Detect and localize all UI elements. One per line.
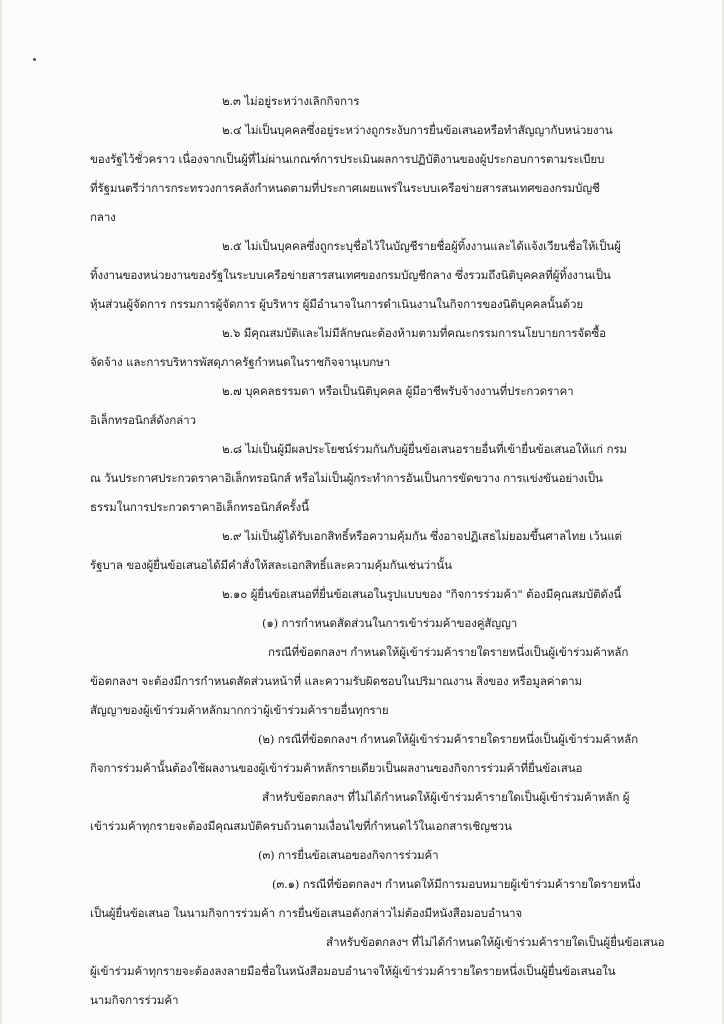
clause-2-7: ๒.๗ บุคคลธรรมดา หรือเป็นนิติบุคคล ผู้มีอาชีพรับจ้างงานที่ประกวดราคา xyxy=(222,384,574,398)
clause-2-4-line-4: กลาง xyxy=(90,210,116,224)
subclause-2: (๒) กรณีที่ข้อตกลงฯ กำหนดให้ผู้เข้าร่วมค้ารายใดรายหนึ่งเป็นผู้เข้าร่วมค้าหลัก xyxy=(258,732,638,746)
clause-2-8: ๒.๘ ไม่เป็นผู้มีผลประโยชน์ร่วมกันกับผู้ยื่นข้อเสนอรายอื่นที่เข้ายื่นข้อเสนอให้แก่ กรม xyxy=(222,442,627,456)
subclause-3: (๓) การยื่นข้อเสนอของกิจการร่วมค้า xyxy=(258,848,439,862)
clause-2-5: ๒.๕ ไม่เป็นบุคคลซึ่งถูกระบุชื่อไว้ในบัญชีรายชื่อผู้ทิ้งงานและได้แจ้งเวียนชื่อให้เป็นผู้ xyxy=(222,239,621,253)
clause-2-6: ๒.๖ มีคุณสมบัติและไม่มีลักษณะต้องห้ามตามที่คณะกรรมการนโยบายการจัดซื้อ xyxy=(222,326,606,340)
clause-2-4-line-2: ของรัฐไว้ชั่วคราว เนื่องจากเป็นผู้ที่ไม่ผ่านเกณฑ์การประเมินผลการปฏิบัติงานของผู้ประกอบการตามระเบียบ xyxy=(90,152,605,166)
clause-2-9-line-2: รัฐบาล ของผู้ยื่นข้อเสนอได้มีคำสั่งให้สละเอกสิทธิ์และความคุ้มกันเช่นว่านั้น xyxy=(90,558,452,572)
subclause-2-line-3: สำหรับข้อตกลงฯ ที่ไม่ได้กำหนดให้ผู้เข้าร่วมค้ารายใดเป็นผู้เข้าร่วมค้าหลัก ผู้ xyxy=(262,790,630,804)
left-scan-edge xyxy=(0,0,2,1024)
clause-2-6-line-2: จัดจ้าง และการบริหารพัสดุภาครัฐกำหนดในราชกิจจานุเบกษา xyxy=(90,355,391,369)
clause-2-3: ๒.๓ ไม่อยู่ระหว่างเลิกกิจการ xyxy=(222,94,360,108)
subclause-3-1-line-3: สำหรับข้อตกลงฯ ที่ไม่ได้กำหนดให้ผู้เข้าร่วมค้ารายใดเป็นผู้ยื่นข้อเสนอ xyxy=(326,935,665,949)
clause-2-4: ๒.๔ ไม่เป็นบุคคลซึ่งอยู่ระหว่างถูกระงับการยื่นข้อเสนอหรือทำสัญญากับหน่วยงาน xyxy=(222,123,613,137)
subclause-3-1-line-5: นามกิจการร่วมค้า xyxy=(90,993,179,1007)
clause-2-8-line-2: ณ วันประกาศประกวดราคาอิเล็กทรอนิกส์ หรือไม่เป็นผู้กระทำการอันเป็นการขัดขวาง การแข่งขันอย่างเป็น xyxy=(90,471,603,485)
clause-2-5-line-3: หุ้นส่วนผู้จัดการ กรรมการผู้จัดการ ผู้บริหาร ผู้มีอำนาจในการดำเนินงานในกิจการของนิติบุคคลนั้นด้วย xyxy=(90,297,583,311)
subclause-3-1-line-2: เป็นผู้ยื่นข้อเสนอ ในนามกิจการร่วมค้า การยื่นข้อเสนอดังกล่าวไม่ต้องมีหนังสือมอบอำนาจ xyxy=(90,906,523,920)
clause-2-9: ๒.๙ ไม่เป็นผู้ได้รับเอกสิทธิ์หรือความคุ้มกัน ซึ่งอาจปฏิเสธไม่ยอมขึ้นศาลไทย เว้นแต่ xyxy=(222,529,622,543)
subclause-1-line-3: ข้อตกลงฯ จะต้องมีการกำหนดสัดส่วนหน้าที่ และความรับผิดชอบในปริมาณงาน สิ่งของ หรือมูลค่าตาม xyxy=(90,674,583,688)
clause-2-5-line-2: ทิ้งงานของหน่วยงานของรัฐในระบบเครือข่ายสารสนเทศของกรมบัญชีกลาง ซึ่งรวมถึงนิติบุคคลที่ผู้ทิ้งงานเป็น xyxy=(90,268,611,282)
clause-2-4-line-3: ที่รัฐมนตรีว่าการกระทรวงการคลังกำหนดตามที่ประกาศเผยแพร่ในระบบเครือข่ายสารสนเทศของกรมบัญชี xyxy=(90,181,600,195)
clause-2-10: ๒.๑๐ ผู้ยื่นข้อเสนอที่ยื่นข้อเสนอในรูปแบบของ "กิจการร่วมค้า" ต้องมีคุณสมบัติดังนี้ xyxy=(222,587,622,601)
subclause-2-line-2: กิจการร่วมค้านั้นต้องใช้ผลงานของผู้เข้าร่วมค้าหลักรายเดียวเป็นผลงานของกิจการร่วมค้าที่ยื่นข้อเสนอ xyxy=(90,761,583,775)
clause-2-7-line-2: อิเล็กทรอนิกส์ดังกล่าว xyxy=(90,413,196,427)
subclause-2-line-4: เข้าร่วมค้าทุกรายจะต้องมีคุณสมบัติครบถ้วนตามเงื่อนไขที่กำหนดไว้ในเอกสารเชิญชวน xyxy=(90,819,512,833)
subclause-3-1-line-4: ผู้เข้าร่วมค้าทุกรายจะต้องลงลายมือชื่อในหนังสือมอบอำนาจให้ผู้เข้าร่วมค้ารายใดรายหนึ่งเป็นผู้ยื่นข้อเสนอใน xyxy=(90,964,616,978)
subclause-1-line-2: กรณีที่ข้อตกลงฯ กำหนดให้ผู้เข้าร่วมค้ารายใดรายหนึ่งเป็นผู้เข้าร่วมค้าหลัก xyxy=(268,645,629,659)
subclause-1-line-4: สัญญาของผู้เข้าร่วมค้าหลักมากกว่าผู้เข้าร่วมค้ารายอื่นทุกราย xyxy=(90,703,389,717)
subclause-3-1: (๓.๑) กรณีที่ข้อตกลงฯ กำหนดให้มีการมอบหมายผู้เข้าร่วมค้ารายใดรายหนึ่ง xyxy=(272,877,641,891)
scan-speck xyxy=(33,58,36,61)
clause-2-8-line-3: ธรรมในการประกวดราคาอิเล็กทรอนิกส์ครั้งนี้ xyxy=(90,500,309,514)
subclause-1: (๑) การกำหนดสัดส่วนในการเข้าร่วมค้าของคู่สัญญา xyxy=(262,616,518,630)
